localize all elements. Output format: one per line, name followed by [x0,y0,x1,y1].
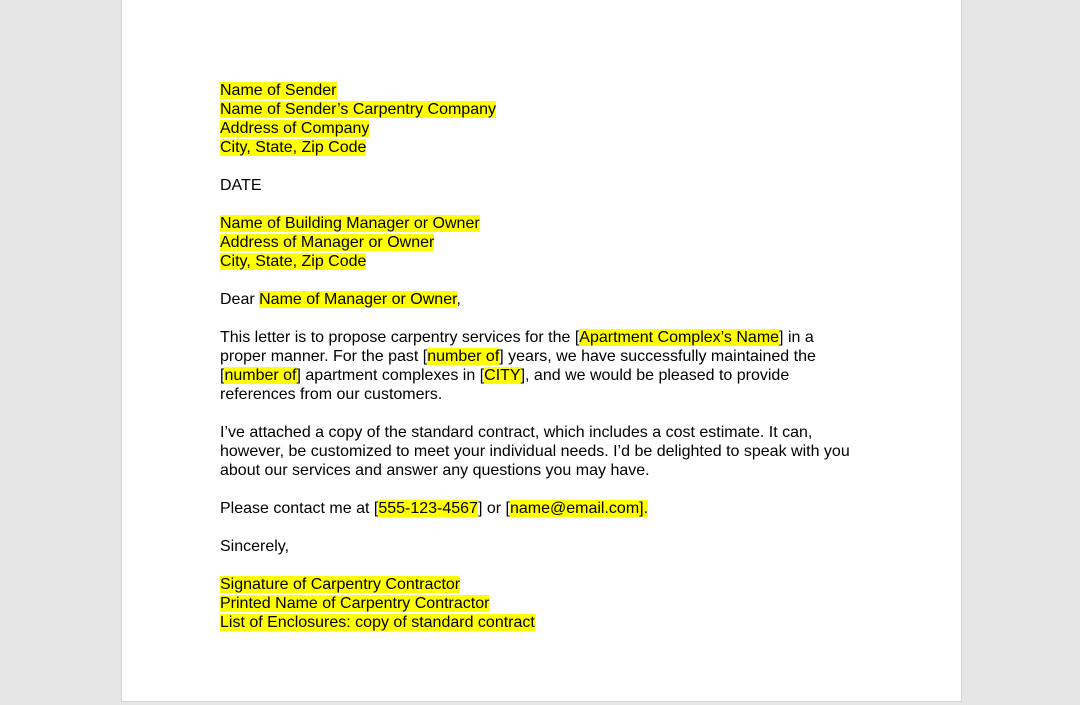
closing: Sincerely, [220,538,290,555]
contact-line [220,499,860,518]
sender-block [220,81,860,157]
salutation-prefix: Dear [220,291,260,308]
date-line [220,176,860,195]
recipient-address: Address of Manager or Owner [220,234,435,251]
document-page [121,0,962,702]
enclosures: List of Enclosures: copy of standard contract [220,614,535,631]
recipient-name: Name of Building Manager or Owner [220,215,480,232]
signature-line: Signature of Carpentry Contractor [220,576,461,593]
sender-name: Name of Sender [220,82,337,99]
signature-block [220,575,860,632]
contact-email: name@email.com]. [509,500,649,517]
p1-text-2: ] in a proper manner. For the past [ [220,329,814,365]
p1-years: number of [427,348,500,365]
salutation [220,290,860,309]
date: DATE [220,177,262,194]
letter-body[interactable] [220,81,860,651]
contact-text-2: ] or [ [477,500,510,517]
sender-address: Address of Company [220,120,370,137]
paragraph-contract: I’ve attached a copy of the standard contract, which includes a cost estimate. It can, however, be customized to meet your individual needs. I’d be delighted to speak with you about our services and answer any questions you may have. [220,424,850,479]
p1-text-4: ] apartment complexes in [ [296,367,485,384]
p1-text-5: ], and we would be pleased to provide references from our customers. [220,367,790,403]
printed-name: Printed Name of Carpentry Contractor [220,595,490,612]
p1-text-3: ] years, we have successfully maintained the [ [220,348,816,384]
p1-complexes: number of [224,367,297,384]
recipient-block [220,214,860,271]
contact-phone: 555-123-4567 [378,500,478,517]
paragraph-proposal [220,328,860,404]
p1-text-1: This letter is to propose carpentry services for the [ [220,329,580,346]
contact-text-1: Please contact me at [ [220,500,379,517]
p1-city: CITY [484,367,521,384]
sender-city-state-zip: City, State, Zip Code [220,139,367,156]
sender-company: Name of Sender’s Carpentry Company [220,101,496,118]
salutation-suffix: , [456,291,461,308]
recipient-city-state-zip: City, State, Zip Code [220,253,367,270]
salutation-name: Name of Manager or Owner [259,291,457,308]
p1-complex-name: Apartment Complex’s Name [579,329,780,346]
